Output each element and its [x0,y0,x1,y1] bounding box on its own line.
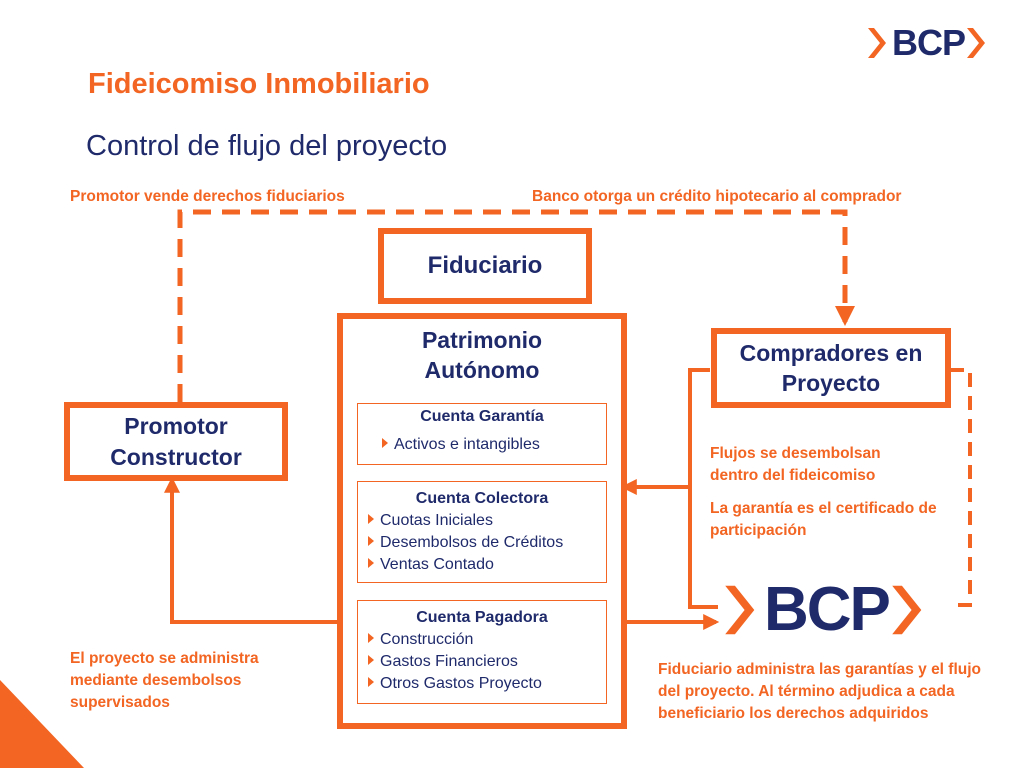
page-title: Fideicomiso Inmobiliario [88,68,430,100]
note-garantia-certificado: La garantía es el certificado de participación [710,500,937,539]
patrimonio-label: Patrimonio Autónomo [421,327,543,383]
compradores-label: Compradores en Proyecto [739,340,923,396]
fiduciario-label: Fiduciario [427,252,543,279]
cuenta-garantia [357,403,607,465]
cuenta-colectora-title: Cuenta Colectora [415,490,549,507]
corner-decoration [0,680,90,768]
note-fiduciario-administra: Fiduciario administra las garantías y el flujo del proyecto. Al término adjudica a cada beneficiario los derechos adquiridos [658,661,982,722]
bcp-logo-top [866,22,991,64]
arrow-to-promotor [172,480,340,622]
cuenta-colectora [357,481,607,583]
bullet-triangle-icon [368,655,374,665]
bullet-triangle-icon [368,558,374,568]
note-flujos-desembolsan: Flujos se desembolsan dentro del fideicomiso [710,445,881,484]
cuenta-pagadora-title: Cuenta Pagadora [416,609,548,626]
chevron-right-icon [965,26,991,60]
promotor-box [64,402,288,481]
arrow-to-colectora [624,370,710,487]
bcp-logo-diagram [722,574,931,645]
chevron-right-icon [722,579,764,641]
bullet-triangle-icon [382,438,388,448]
list-item: Desembolsos de Créditos [368,532,606,554]
list-item: Ventas Contado [368,554,606,576]
chevron-right-icon [889,579,931,641]
list-item: Otros Gastos Proyecto [368,673,606,695]
bcp-logo-text: BCP [892,22,966,63]
compradores-box [711,328,951,408]
note-promotor-vende: Promotor vende derechos fiduciarios [70,188,345,205]
list-item: Gastos Financieros [368,651,606,673]
bullet-triangle-icon [368,514,374,524]
note-banco-otorga: Banco otorga un crédito hipotecario al comprador [532,188,902,205]
note-proyecto-administra: El proyecto se administra mediante desembolsos supervisados [70,650,259,711]
list-item: Construcción [368,629,606,651]
cuenta-pagadora [357,600,607,704]
promotor-label: Promotor Constructor [110,412,242,470]
bcp-logo-text: BCP [764,575,889,644]
fiduciario-box [378,228,592,304]
cuenta-garantia-title: Cuenta Garantía [420,408,544,425]
dashed-bracket-right [950,370,970,605]
bullet-triangle-icon [368,677,374,687]
list-item: Cuotas Iniciales [368,510,606,532]
bullet-triangle-icon [368,633,374,643]
list-item: Activos e intangibles [382,434,606,456]
chevron-right-icon [866,26,892,60]
page-subtitle: Control de flujo del proyecto [86,130,448,162]
bullet-triangle-icon [368,536,374,546]
